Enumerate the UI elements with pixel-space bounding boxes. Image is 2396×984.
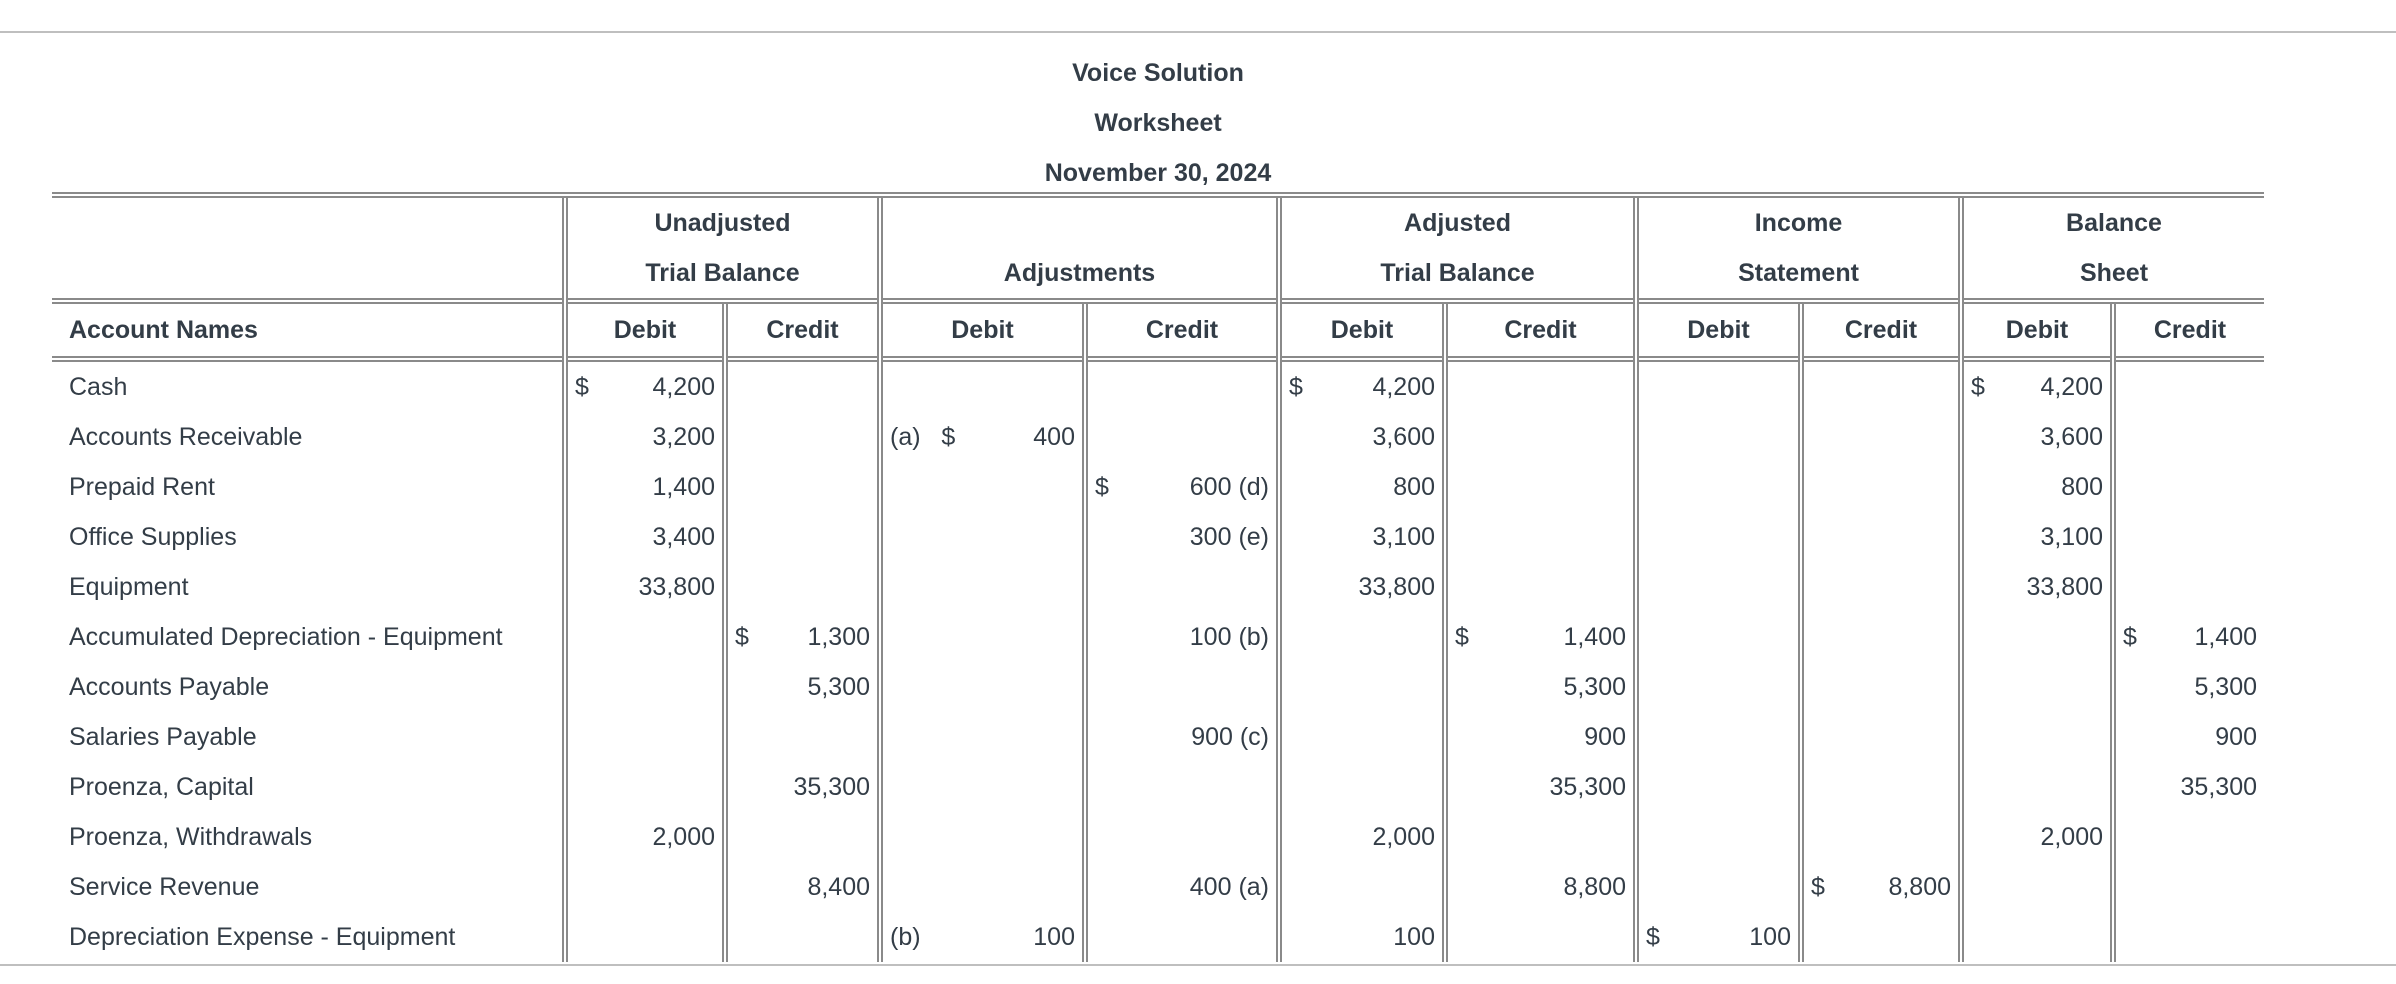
income-credit-cell	[1801, 412, 1961, 462]
unadjusted-debit-cell	[565, 712, 725, 762]
amount-value: 8,800	[1888, 872, 1951, 901]
balance-credit-header: Credit	[2113, 304, 2264, 359]
balance-debit-header: Debit	[1961, 304, 2113, 359]
adjusted-debit-cell	[1279, 712, 1445, 762]
group-unadjusted-line1: Unadjusted	[565, 198, 880, 248]
amount-value: 4,200	[2040, 372, 2103, 401]
adjusted-debit-cell	[1279, 612, 1445, 662]
balance-debit-cell	[1961, 412, 2113, 462]
account-row	[52, 912, 2264, 962]
amount-prefix: $	[735, 622, 749, 651]
group-header-blank	[52, 248, 565, 301]
unadjusted-debit-cell	[565, 912, 725, 962]
account-row	[52, 362, 2264, 412]
income-debit-cell	[1636, 712, 1801, 762]
adjustments-debit-cell	[880, 662, 1085, 712]
balance-credit-cell	[2113, 862, 2264, 912]
balance-credit-cell	[2113, 462, 2264, 512]
account-name: Salaries Payable	[69, 722, 257, 751]
amount-value: 2,000	[2040, 822, 2103, 851]
adjusted-credit-cell	[1445, 812, 1636, 862]
account-row	[52, 762, 2264, 812]
adjusted-debit-cell	[1279, 762, 1445, 812]
amount-value: 100	[1033, 922, 1075, 951]
account-row	[52, 662, 2264, 712]
income-credit-header: Credit	[1801, 304, 1961, 359]
amount-value: 3,600	[1372, 422, 1435, 451]
unadjusted-credit-cell	[725, 712, 880, 762]
adjustments-debit-cell	[880, 862, 1085, 912]
unadjusted-debit-cell	[565, 762, 725, 812]
amount-prefix: (a) $	[890, 422, 956, 451]
balance-credit-cell	[2113, 712, 2264, 762]
group-unadjusted-line2: Trial Balance	[565, 248, 880, 301]
adjustments-credit-cell	[1085, 612, 1279, 662]
amount-value: 300 (e)	[1189, 522, 1269, 551]
amount-value: 1,400	[652, 472, 715, 501]
adjusted-credit-cell	[1445, 362, 1636, 412]
account-row	[52, 712, 2264, 762]
adjustments-credit-cell	[1085, 462, 1279, 512]
adjusted-debit-header: Debit	[1279, 304, 1445, 359]
unadjusted-credit-cell	[725, 862, 880, 912]
adjustments-debit-cell	[880, 462, 1085, 512]
amount-value: 5,300	[807, 672, 870, 701]
adjusted-credit-cell	[1445, 462, 1636, 512]
adjusted-credit-cell	[1445, 862, 1636, 912]
amount-value: 33,800	[2026, 572, 2103, 601]
amount-value: 3,200	[652, 422, 715, 451]
balance-debit-cell	[1961, 862, 2113, 912]
adjusted-credit-cell	[1445, 412, 1636, 462]
income-debit-cell	[1636, 512, 1801, 562]
adjusted-debit-cell	[1279, 662, 1445, 712]
adjustments-credit-cell	[1085, 562, 1279, 612]
income-debit-header: Debit	[1636, 304, 1801, 359]
balance-debit-cell	[1961, 562, 2113, 612]
group-income-line2: Statement	[1636, 248, 1961, 301]
group-header-row-1	[52, 198, 2264, 248]
adjusted-debit-cell	[1279, 462, 1445, 512]
account-name: Equipment	[69, 572, 189, 601]
amount-value: 400 (a)	[1189, 872, 1269, 901]
amount-value: 3,600	[2040, 422, 2103, 451]
income-debit-cell	[1636, 562, 1801, 612]
balance-debit-cell	[1961, 812, 2113, 862]
adjustments-credit-cell	[1085, 762, 1279, 812]
adjustments-debit-cell	[880, 362, 1085, 412]
unadjusted-credit-header: Credit	[725, 304, 880, 359]
amount-prefix: $	[1971, 372, 1985, 401]
balance-credit-cell	[2113, 662, 2264, 712]
account-name: Accounts Payable	[69, 672, 270, 701]
account-row	[52, 612, 2264, 662]
adjustments-credit-cell	[1085, 712, 1279, 762]
account-name: Office Supplies	[69, 522, 237, 551]
income-credit-cell	[1801, 662, 1961, 712]
group-balance-line1: Balance	[1961, 198, 2264, 248]
account-row	[52, 512, 2264, 562]
account-name: Prepaid Rent	[69, 472, 215, 501]
amount-prefix: $	[1646, 922, 1660, 951]
adjustments-debit-cell	[880, 612, 1085, 662]
group-adjusted-line1: Adjusted	[1279, 198, 1636, 248]
balance-debit-cell	[1961, 912, 2113, 962]
adjusted-debit-cell	[1279, 562, 1445, 612]
adjusted-debit-cell	[1279, 912, 1445, 962]
adjusted-debit-cell	[1279, 862, 1445, 912]
balance-debit-cell	[1961, 512, 2113, 562]
account-name: Accumulated Depreciation - Equipment	[69, 622, 503, 651]
balance-debit-cell	[1961, 362, 2113, 412]
adjusted-credit-cell	[1445, 762, 1636, 812]
amount-value: 100 (b)	[1189, 622, 1269, 651]
report-date: November 30, 2024	[1044, 159, 1272, 187]
adjustments-debit-cell	[880, 912, 1085, 962]
balance-credit-cell	[2113, 762, 2264, 812]
account-row	[52, 562, 2264, 612]
amount-prefix: $	[1811, 872, 1825, 901]
amount-value: 33,800	[1358, 572, 1435, 601]
top-divider	[0, 31, 2396, 33]
column-header-row	[52, 304, 2264, 359]
unadjusted-debit-cell	[565, 662, 725, 712]
adjustments-debit-header: Debit	[880, 304, 1085, 359]
balance-debit-cell	[1961, 762, 2113, 812]
account-row	[52, 412, 2264, 462]
amount-value: 800	[2061, 472, 2103, 501]
adjustments-debit-cell	[880, 412, 1085, 462]
amount-value: 1,400	[2194, 622, 2257, 651]
amount-value: 600 (d)	[1189, 472, 1269, 501]
balance-credit-cell	[2113, 612, 2264, 662]
adjustments-credit-cell	[1085, 412, 1279, 462]
group-income-line1: Income	[1636, 198, 1961, 248]
account-name: Proenza, Capital	[69, 772, 254, 801]
adjustments-credit-cell	[1085, 662, 1279, 712]
unadjusted-credit-cell	[725, 412, 880, 462]
amount-value: 33,800	[638, 572, 715, 601]
unadjusted-debit-cell	[565, 862, 725, 912]
account-row	[52, 462, 2264, 512]
adjustments-credit-cell	[1085, 362, 1279, 412]
account-name: Cash	[69, 372, 128, 401]
group-adjusted-line2: Trial Balance	[1279, 248, 1636, 301]
unadjusted-debit-cell	[565, 562, 725, 612]
amount-prefix: $	[1095, 472, 1109, 501]
amount-value: 2,000	[652, 822, 715, 851]
income-debit-cell	[1636, 912, 1801, 962]
adjustments-credit-cell	[1085, 862, 1279, 912]
amount-value: 900	[2215, 722, 2257, 751]
balance-credit-cell	[2113, 412, 2264, 462]
income-debit-cell	[1636, 662, 1801, 712]
balance-debit-cell	[1961, 462, 2113, 512]
adjustments-credit-header: Credit	[1085, 304, 1279, 359]
income-credit-cell	[1801, 812, 1961, 862]
income-debit-cell	[1636, 362, 1801, 412]
adjusted-credit-cell	[1445, 612, 1636, 662]
income-credit-cell	[1801, 712, 1961, 762]
unadjusted-credit-cell	[725, 762, 880, 812]
adjusted-credit-cell	[1445, 662, 1636, 712]
unadjusted-debit-cell	[565, 412, 725, 462]
unadjusted-credit-cell	[725, 512, 880, 562]
worksheet-table	[52, 192, 2264, 962]
amount-value: 35,300	[2180, 772, 2257, 801]
amount-prefix: $	[575, 372, 589, 401]
adjustments-debit-cell	[880, 512, 1085, 562]
unadjusted-debit-cell	[565, 462, 725, 512]
adjusted-credit-cell	[1445, 562, 1636, 612]
income-debit-cell	[1636, 762, 1801, 812]
adjustments-credit-cell	[1085, 912, 1279, 962]
amount-value: 35,300	[793, 772, 870, 801]
account-name: Accounts Receivable	[69, 422, 303, 451]
report-title: Worksheet	[1094, 109, 1222, 137]
amount-value: 4,200	[652, 372, 715, 401]
adjusted-debit-cell	[1279, 412, 1445, 462]
balance-credit-cell	[2113, 562, 2264, 612]
adjusted-debit-cell	[1279, 362, 1445, 412]
adjustments-debit-cell	[880, 762, 1085, 812]
balance-debit-cell	[1961, 612, 2113, 662]
income-credit-cell	[1801, 562, 1961, 612]
balance-debit-cell	[1961, 712, 2113, 762]
unadjusted-credit-cell	[725, 462, 880, 512]
amount-value: 3,400	[652, 522, 715, 551]
amount-value: 8,800	[1563, 872, 1626, 901]
income-credit-cell	[1801, 762, 1961, 812]
amount-value: 100	[1393, 922, 1435, 951]
bottom-divider	[0, 964, 2396, 966]
amount-value: 35,300	[1549, 772, 1626, 801]
income-credit-cell	[1801, 512, 1961, 562]
income-debit-cell	[1636, 862, 1801, 912]
amount-value: 5,300	[1563, 672, 1626, 701]
amount-prefix: $	[1289, 372, 1303, 401]
amount-value: 900	[1584, 722, 1626, 751]
balance-credit-cell	[2113, 812, 2264, 862]
account-row	[52, 862, 2264, 912]
amount-value: 8,400	[807, 872, 870, 901]
group-adjustments-line1	[880, 198, 1279, 248]
adjustments-debit-cell	[880, 562, 1085, 612]
account-name: Service Revenue	[69, 872, 260, 901]
adjusted-credit-header: Credit	[1445, 304, 1636, 359]
adjusted-debit-cell	[1279, 812, 1445, 862]
adjusted-credit-cell	[1445, 512, 1636, 562]
balance-credit-cell	[2113, 362, 2264, 412]
account-name: Proenza, Withdrawals	[69, 822, 313, 851]
amount-value: 100	[1749, 922, 1791, 951]
unadjusted-credit-cell	[725, 562, 880, 612]
amount-value: 800	[1393, 472, 1435, 501]
company-name: Voice Solution	[1072, 59, 1244, 87]
amount-prefix: $	[2123, 622, 2137, 651]
group-adjustments-label: Adjustments	[880, 248, 1279, 301]
amount-value: 3,100	[2040, 522, 2103, 551]
unadjusted-debit-header: Debit	[565, 304, 725, 359]
balance-credit-cell	[2113, 912, 2264, 962]
balance-debit-cell	[1961, 662, 2113, 712]
amount-value: 2,000	[1372, 822, 1435, 851]
unadjusted-credit-cell	[725, 912, 880, 962]
income-credit-cell	[1801, 462, 1961, 512]
income-debit-cell	[1636, 462, 1801, 512]
account-name: Depreciation Expense - Equipment	[69, 922, 456, 951]
amount-value: 5,300	[2194, 672, 2257, 701]
adjusted-credit-cell	[1445, 712, 1636, 762]
amount-value: 3,100	[1372, 522, 1435, 551]
amount-prefix: (b)	[890, 922, 921, 951]
adjustments-credit-cell	[1085, 812, 1279, 862]
group-header-blank	[52, 198, 565, 248]
balance-credit-cell	[2113, 512, 2264, 562]
income-credit-cell	[1801, 612, 1961, 662]
unadjusted-debit-cell	[565, 512, 725, 562]
amount-value: 900 (c)	[1191, 722, 1269, 751]
adjusted-credit-cell	[1445, 912, 1636, 962]
amount-value: 4,200	[1372, 372, 1435, 401]
unadjusted-debit-cell	[565, 612, 725, 662]
adjusted-debit-cell	[1279, 512, 1445, 562]
income-debit-cell	[1636, 812, 1801, 862]
account-row	[52, 812, 2264, 862]
amount-value: 400	[1033, 422, 1075, 451]
unadjusted-debit-cell	[565, 812, 725, 862]
adjustments-debit-cell	[880, 712, 1085, 762]
group-balance-line2: Sheet	[1961, 248, 2264, 301]
income-credit-cell	[1801, 362, 1961, 412]
unadjusted-credit-cell	[725, 362, 880, 412]
unadjusted-debit-cell	[565, 362, 725, 412]
income-credit-cell	[1801, 862, 1961, 912]
income-debit-cell	[1636, 612, 1801, 662]
adjustments-debit-cell	[880, 812, 1085, 862]
unadjusted-credit-cell	[725, 662, 880, 712]
amount-prefix: $	[1455, 622, 1469, 651]
amount-value: 1,400	[1563, 622, 1626, 651]
account-names-header: Account Names	[69, 315, 258, 344]
income-credit-cell	[1801, 912, 1961, 962]
amount-value: 1,300	[807, 622, 870, 651]
income-debit-cell	[1636, 412, 1801, 462]
adjustments-credit-cell	[1085, 512, 1279, 562]
group-header-row-2	[52, 248, 2264, 301]
unadjusted-credit-cell	[725, 812, 880, 862]
unadjusted-credit-cell	[725, 612, 880, 662]
